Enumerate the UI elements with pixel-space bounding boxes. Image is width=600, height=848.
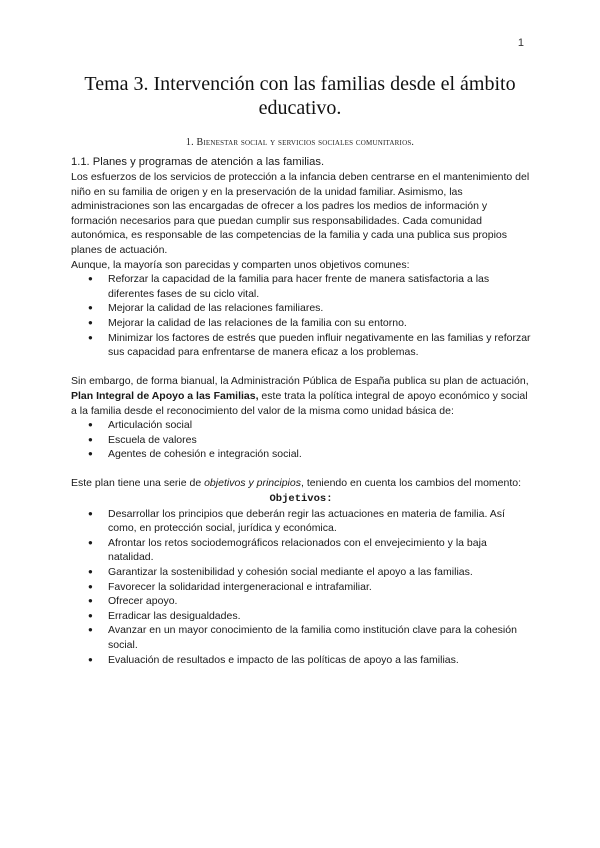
document-title: Tema 3. Intervención con las familias desde el ámbito educativo. xyxy=(84,73,516,119)
principles-paragraph xyxy=(71,476,531,491)
list-item: ● Avanzar en un mayor conocimiento de la familia como institución clave para la cohesión social. xyxy=(108,623,531,652)
list-item: ● Erradicar las desigualdades. xyxy=(108,609,531,624)
plan-items-list xyxy=(71,418,531,462)
plan-paragraph xyxy=(71,374,531,418)
document-body xyxy=(71,155,531,667)
section-heading: 1. Bienestar social y servicios sociales comunitarios. xyxy=(185,137,415,148)
list-item: ● Articulación social xyxy=(108,418,531,433)
list-item: ● Mejorar la calidad de las relaciones de la familia con su entorno. xyxy=(108,316,531,331)
plan-text-after: este trata la política integral de apoyo económico y social a la familia desde el reconocimiento del valor de la misma como unidad básica de: xyxy=(71,389,528,417)
objectives-intro: Aunque, la mayoría son parecidas y comparten unos objetivos comunes: xyxy=(71,258,410,271)
common-objectives-list xyxy=(71,272,531,360)
principles-text-after: , teniendo en cuenta los cambios del momento: xyxy=(300,477,522,490)
paragraph-gap xyxy=(71,462,531,477)
objetivos-heading: Objetivos: xyxy=(269,493,333,506)
principles-text-before: Este plan tiene una serie de xyxy=(71,477,205,490)
subheading: 1.1. Planes y programas de atención a las familias. xyxy=(71,156,325,168)
paragraph-gap xyxy=(71,360,531,375)
list-item: ● Evaluación de resultados e impacto de las políticas de apoyo a las familias. xyxy=(108,653,531,668)
list-item: ● Mejorar la calidad de las relaciones familiares. xyxy=(108,301,531,316)
list-item: ● Afrontar los retos sociodemográficos relacionados con el envejecimiento y la baja natalidad. xyxy=(108,536,531,565)
list-item: ● Ofrecer apoyo. xyxy=(108,594,531,609)
intro-paragraph: Los esfuerzos de los servicios de protección a la infancia deben centrarse en el mantenimiento del niño en su familia de origen y en la preservación de la unidad familiar. Asimismo, las administraciones son las encargadas de ofrecer a los padres los medios de información y formación necesarios para que puedan cumplir sus responsabilidades. Cada comunidad autonómica, es responsable de las competencias de la familia y cada una publica sus propios planes de actuación. xyxy=(71,171,530,256)
list-item: ● Escuela de valores xyxy=(108,433,531,448)
principles-emphasis: objetivos y principios xyxy=(204,477,301,490)
list-item: ● Agentes de cohesión e integración social. xyxy=(108,447,531,462)
plan-text-before: Sin embargo, de forma bianual, la Administración Pública de España publica su plan de actuación, xyxy=(71,375,529,388)
list-item: ● Garantizar la sostenibilidad y cohesión social mediante el apoyo a las familias. xyxy=(108,565,531,580)
plan-name: Plan Integral de Apoyo a las Familias, xyxy=(71,389,259,402)
list-item: ● Minimizar los factores de estrés que pueden influir negativamente en las familias y reforzar sus capacidad para enfrentarse de manera eficaz a los problemas. xyxy=(108,331,531,360)
list-item: ● Favorecer la solidaridad intergeneracional e intrafamiliar. xyxy=(108,580,531,595)
list-item: ● Reforzar la capacidad de la familia para hacer frente de manera satisfactoria a las diferentes fases de su ciclo vital. xyxy=(108,272,531,301)
list-item: ● Desarrollar los principios que deberán regir las actuaciones en materia de familia. Así como, en protección social, jurídica y económica. xyxy=(108,507,531,536)
objetivos-list xyxy=(71,507,531,668)
page-number: 1 xyxy=(517,37,524,49)
